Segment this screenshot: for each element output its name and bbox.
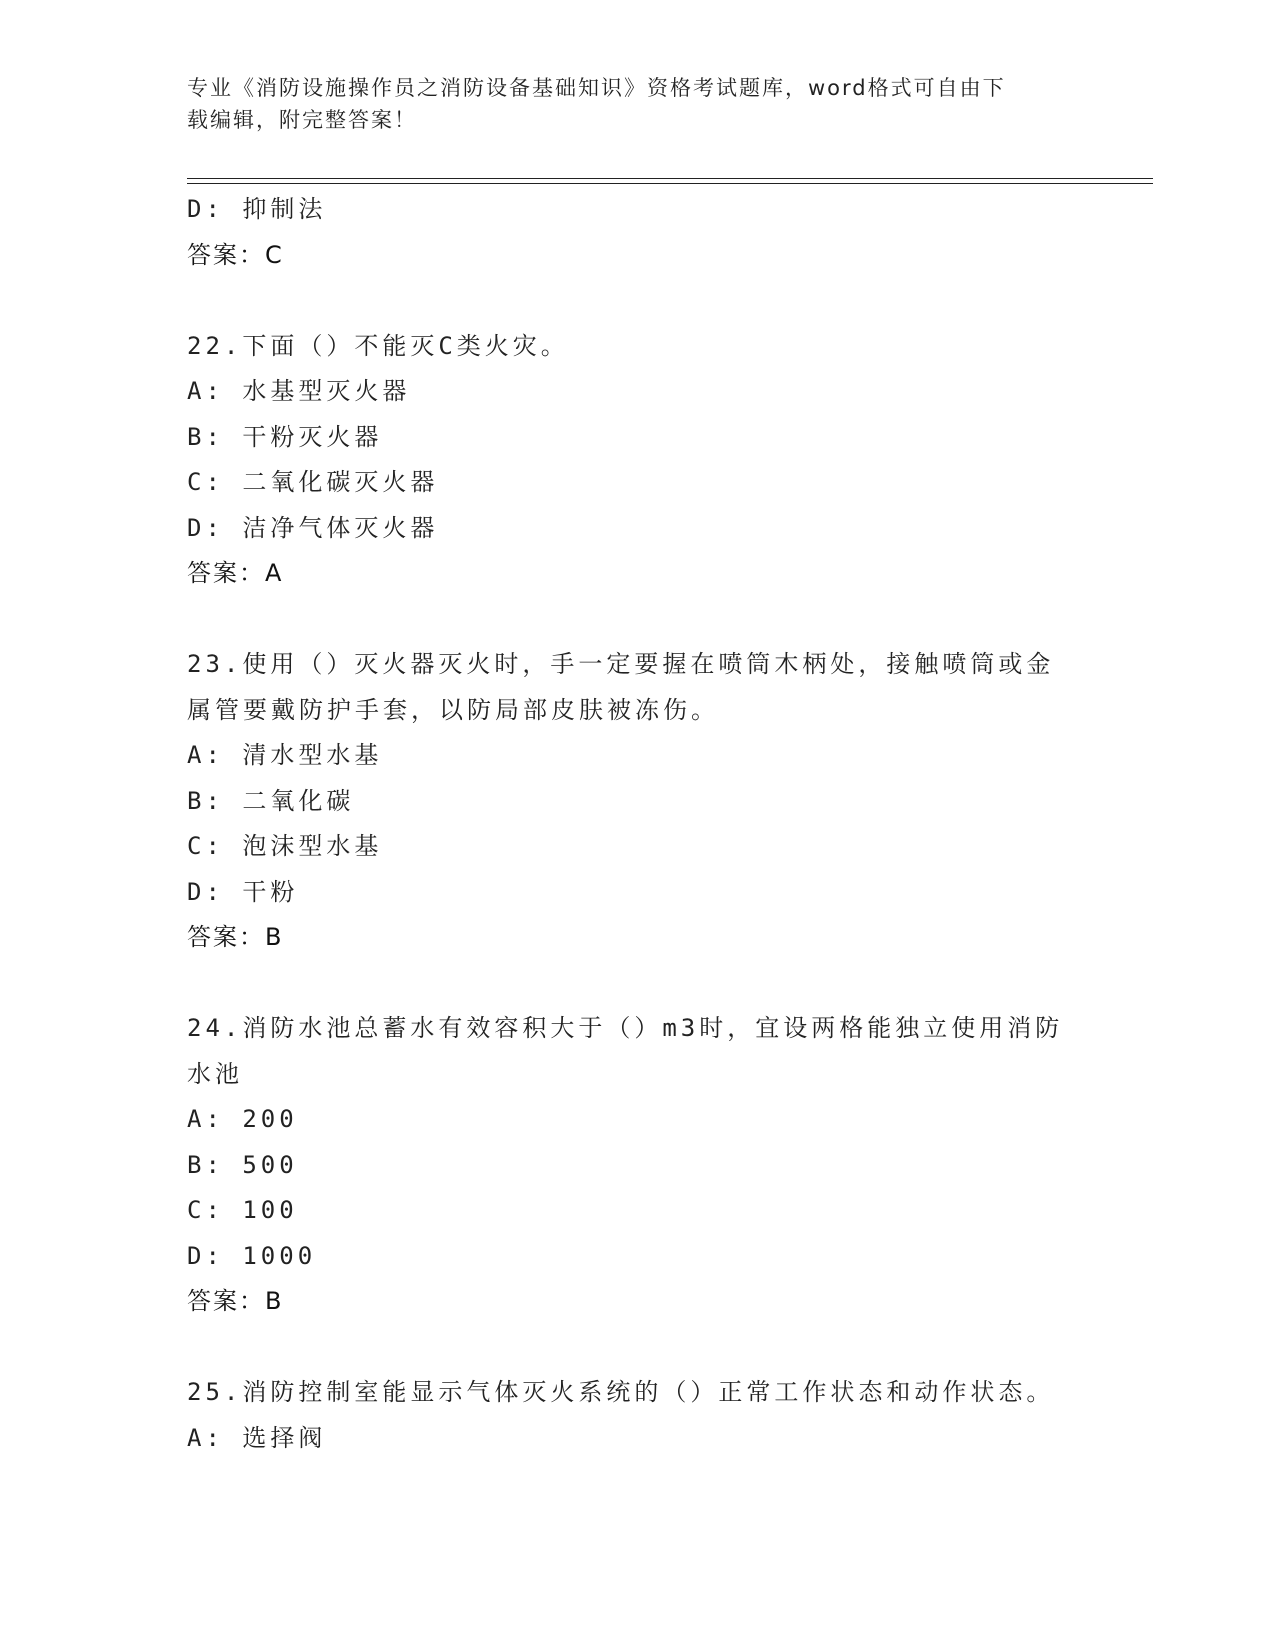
option-a: A: 清水型水基 bbox=[187, 741, 383, 769]
option-b: B: 二氧化碳 bbox=[187, 786, 355, 815]
option-d: D: 抑制法 bbox=[187, 195, 327, 223]
spacer bbox=[187, 1325, 1087, 1371]
question-stem: 23.使用（）灭火器灭火时，手一定要握在喷筒木柄处，接触喷筒或金 bbox=[187, 650, 1055, 678]
question-21-tail bbox=[187, 187, 1087, 278]
option-c: C: 100 bbox=[187, 1196, 298, 1224]
option-d: D: 干粉 bbox=[187, 877, 299, 906]
header-line-1: 专业《消防设施操作员之消防设备基础知识》资格考试题库，word格式可自由下 bbox=[187, 76, 1006, 100]
option-c: C: 二氧化碳灭火器 bbox=[187, 468, 439, 496]
question-22 bbox=[187, 324, 1087, 597]
answer-line: 答案：A bbox=[187, 559, 284, 587]
question-stem-continued: 水池 bbox=[187, 1059, 243, 1088]
header-line-2: 载编辑，附完整答案！ bbox=[187, 108, 417, 132]
answer-line: 答案：B bbox=[187, 1287, 284, 1315]
option-c: C: 泡沫型水基 bbox=[187, 832, 383, 860]
question-25 bbox=[187, 1370, 1087, 1461]
answer-line: 答案：B bbox=[187, 923, 284, 951]
option-b: B: 500 bbox=[187, 1150, 298, 1179]
option-a: A: 水基型灭火器 bbox=[187, 377, 411, 405]
option-d: D: 1000 bbox=[187, 1241, 317, 1270]
document-header bbox=[187, 72, 1067, 136]
question-stem: 25.消防控制室能显示气体灭火系统的（）正常工作状态和动作状态。 bbox=[187, 1378, 1055, 1406]
spacer bbox=[187, 597, 1087, 643]
question-24 bbox=[187, 1006, 1087, 1325]
header-divider-bottom bbox=[187, 183, 1153, 184]
option-b: B: 干粉灭火器 bbox=[187, 422, 383, 451]
question-23 bbox=[187, 642, 1087, 961]
question-stem-continued: 属管要戴防护手套，以防局部皮肤被冻伤。 bbox=[187, 695, 719, 724]
answer-line: 答案：C bbox=[187, 240, 284, 269]
question-stem: 24.消防水池总蓄水有效容积大于（）m3时，宜设两格能独立使用消防 bbox=[187, 1014, 1064, 1042]
header-divider-top bbox=[187, 178, 1153, 179]
spacer bbox=[187, 961, 1087, 1007]
option-a: A: 选择阀 bbox=[187, 1423, 327, 1452]
document-body bbox=[187, 187, 1087, 1461]
spacer bbox=[187, 278, 1087, 324]
option-a: A: 200 bbox=[187, 1105, 298, 1133]
option-d: D: 洁净气体灭火器 bbox=[187, 513, 439, 542]
question-stem: 22.下面（）不能灭C类火灾。 bbox=[187, 331, 569, 360]
